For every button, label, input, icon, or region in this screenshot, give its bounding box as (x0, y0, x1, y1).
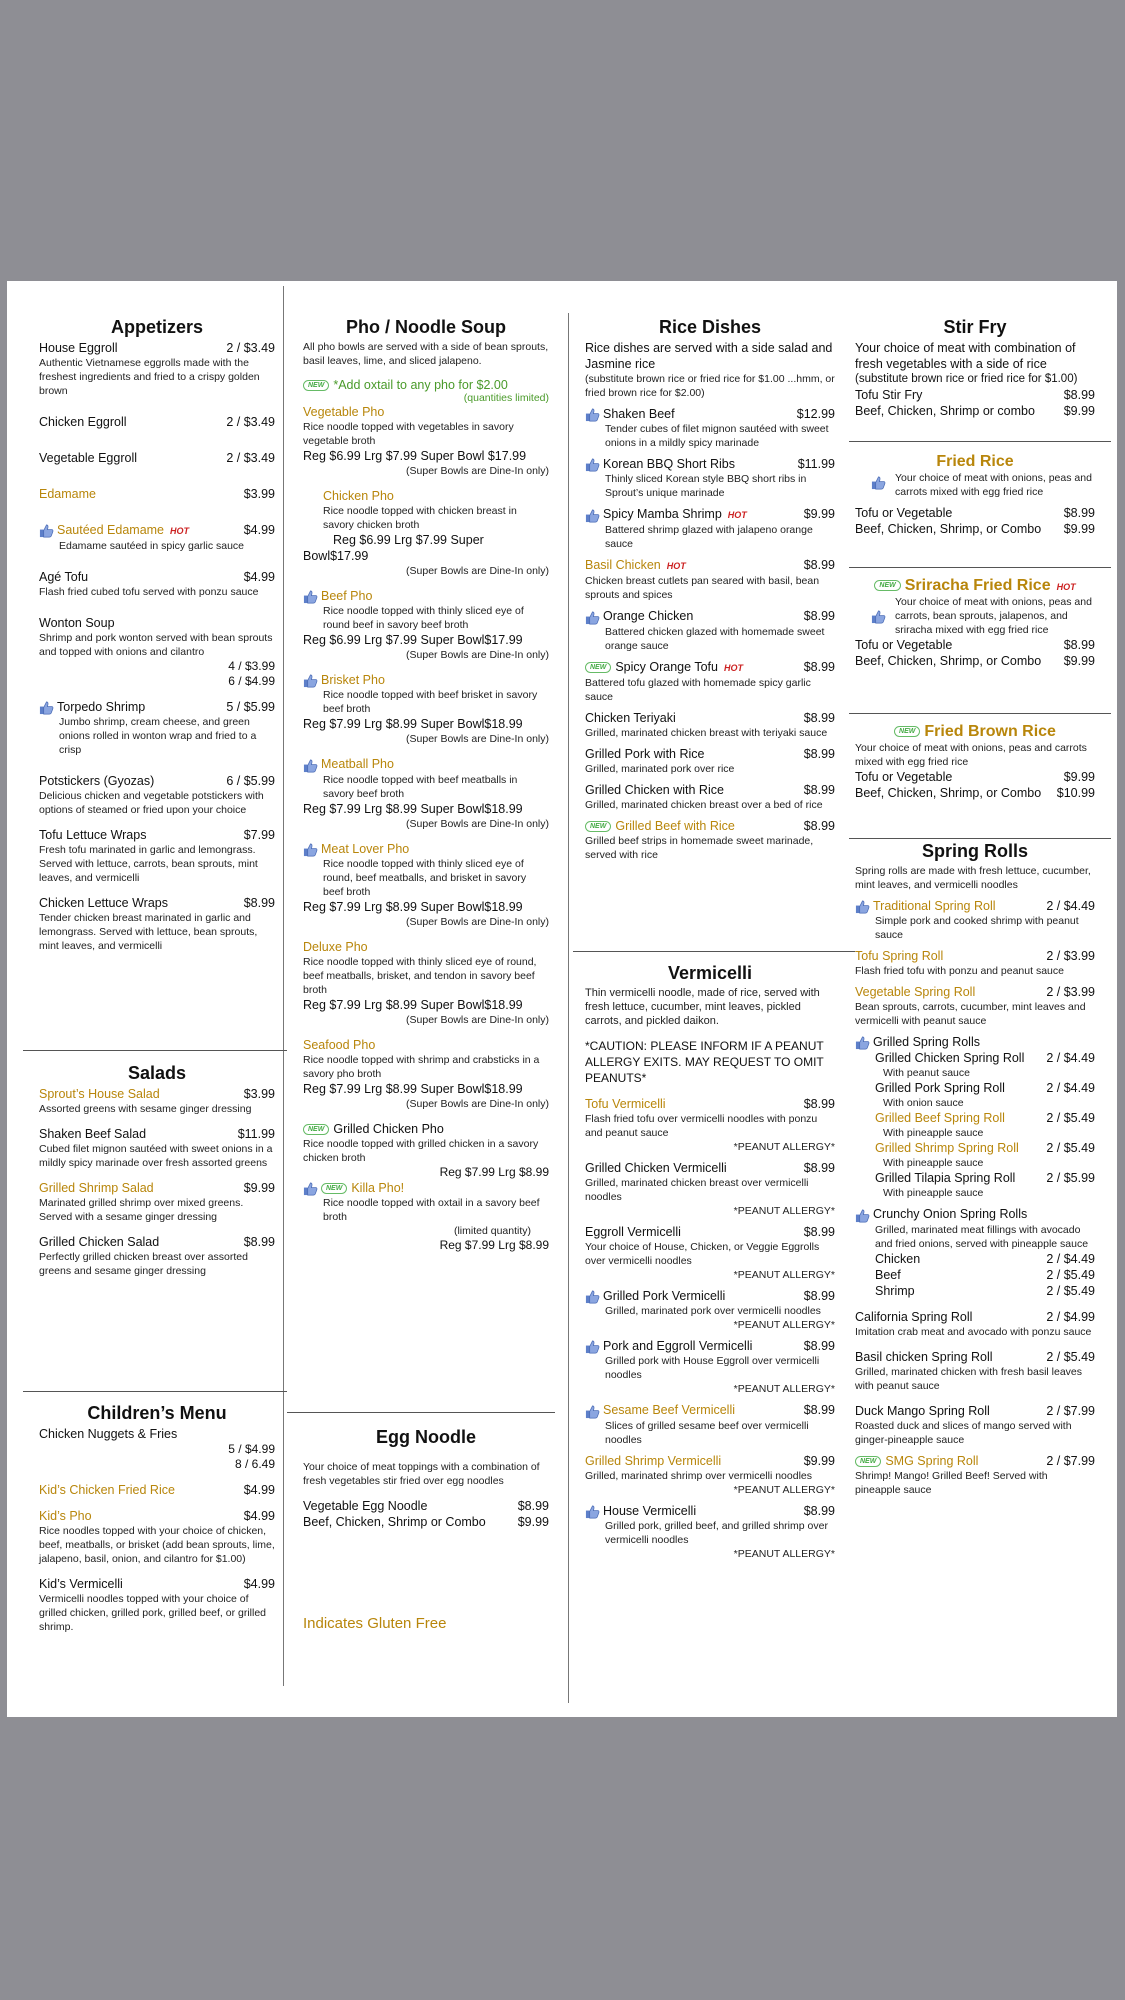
item-desc: Your choice of meat with onions, peas and carrots mixed with egg fried rice (855, 742, 1087, 768)
menu-item: Sprout’s House Salad $3.99 (39, 1087, 275, 1101)
item-desc: Grilled, marinated chicken breast with teriyaki sauce (585, 726, 828, 739)
item-price: 4 / $3.99 (228, 659, 275, 673)
item-desc: Bean sprouts, carrots, cucumber, mint leaves and vermicelli with peanut sauce (855, 1001, 1086, 1028)
item-desc: Delicious chicken and vegetable potstickers with options of steamed or fried upon your choice (39, 790, 264, 817)
menu-item: Vegetable Egg Noodle $8.99 (303, 1499, 549, 1513)
column-4 (855, 317, 1095, 419)
menu-item: Grilled Chicken Salad $8.99 (39, 1235, 275, 1249)
menu-item: Kid’s Vermicelli $4.99 (39, 1577, 275, 1591)
thumbs-up-icon (871, 609, 886, 624)
section-divider (849, 567, 1111, 568)
hot-spicy-icon: HOT (727, 510, 747, 521)
item-desc: Rice noodle topped with oxtail in a savory beef broth (323, 1197, 540, 1224)
vermicelli-section (585, 963, 835, 1561)
menu-item: Tofu or Vegetable $9.99 (855, 770, 1095, 784)
item-price: Reg $7.99 Lrg $8.99 (439, 1164, 549, 1179)
item-desc: Grilled, marinated meat fillings with avocado and fried onions, served with pineapple sauce (875, 1223, 1089, 1250)
item-price: Reg $6.99 Lrg $7.99 Super Bowl$17.99 (303, 633, 523, 648)
menu-item: Beef, Chicken, Shrimp, or Combo $10.99 (855, 786, 1095, 800)
salads-section (39, 1063, 275, 1278)
thumbs-up-icon (303, 758, 318, 773)
super-note: (Super Bowls are Dine-In only) (406, 1013, 549, 1026)
new-badge-icon: NEW (894, 726, 920, 737)
item-desc: Battered shrimp glazed with jalapeno orange sauce (605, 524, 813, 551)
section-divider (849, 838, 1111, 839)
menu-item: Chicken 2 / $4.49 (875, 1251, 1095, 1266)
hot-spicy-icon: HOT (723, 662, 743, 673)
menu-item: Tofu Spring Roll 2 / $3.99 (855, 949, 1095, 964)
item-desc: Simple pork and cooked shrimp with peanut sauce (875, 915, 1079, 942)
item-desc: Your choice of meat with onions, peas and carrots, bean sprouts, jalapenos, and sriracha mixed with egg fried rice (895, 596, 1092, 636)
column-divider (568, 313, 569, 1703)
menu-item: Meat Lover Pho (303, 841, 549, 857)
menu-item: Basil chicken Spring Roll 2 / $5.49 (855, 1349, 1095, 1364)
item-desc: Marinated grilled shrimp over mixed greens. Served with a sesame ginger dressing (39, 1197, 244, 1223)
item-desc: Tender cubes of filet mignon sautéed with sweet onions in a mildly spicy marinade (605, 423, 829, 450)
children-section (39, 1403, 275, 1634)
item-desc: Assorted greens with sesame ginger dressing (39, 1103, 252, 1115)
new-badge-icon: NEW (321, 1183, 347, 1194)
item-price: Reg $7.99 Lrg $8.99 (439, 1238, 549, 1253)
sriracha-section (855, 577, 1095, 669)
menu-item: Tofu Lettuce Wraps $7.99 (39, 828, 275, 843)
item-desc: With peanut sauce (883, 1067, 970, 1080)
allergy-note: *PEANUT ALLERGY* (733, 1383, 835, 1396)
menu-item: Brisket Pho (303, 672, 549, 688)
super-note: (Super Bowls are Dine-In only) (406, 465, 549, 477)
menu-item: Deluxe Pho (303, 939, 368, 954)
allergy-note: *PEANUT ALLERGY* (733, 1205, 835, 1217)
item-desc: Battered tofu glazed with homemade spicy garlic sauce (585, 676, 811, 703)
item-desc: Cubed filet mignon sautéed with sweet onions in a mildly spicy marinade over fresh assorted greens (39, 1143, 273, 1169)
item-desc: With pineapple sauce (883, 1157, 984, 1170)
hot-spicy-icon: HOT (170, 526, 190, 536)
super-note: (Super Bowls are Dine-In only) (406, 565, 549, 577)
item-desc: With onion sauce (883, 1097, 964, 1110)
item-desc: Perfectly grilled chicken breast over assorted greens and sesame ginger dressing (39, 1251, 248, 1277)
thumbs-up-icon (585, 1504, 600, 1519)
menu-item: Grilled Chicken with Rice $8.99 (585, 782, 835, 797)
menu-item: Eggroll Vermicelli $8.99 (585, 1225, 835, 1239)
menu-item: Grilled Spring Rolls (855, 1034, 1095, 1050)
menu-item: Duck Mango Spring Roll 2 / $7.99 (855, 1403, 1095, 1418)
item-price: Reg $6.99 Lrg $7.99 Super (333, 533, 484, 547)
item-desc: Rice noodles topped with your choice of chicken, beef, meatballs, or brisket (add bean sprouts, lime, jalapeno, basil, onion, and cilantro for $1.00) (39, 1525, 275, 1565)
item-desc: Shrimp! Mango! Grilled Beef! Served with pineapple sauce (855, 1469, 1048, 1496)
item-desc: Tender chicken breast marinated in garlic and lemongrass. Served with lettuce, bean sprouts, mint leaves, and vermicelli (39, 912, 258, 953)
menu-item: House Vermicelli $8.99 (585, 1503, 835, 1519)
allergy-note: *PEANUT ALLERGY* (733, 1141, 835, 1153)
item-desc: With pineapple sauce (883, 1127, 984, 1140)
item-desc: Grilled pork, grilled beef, and grilled shrimp over vermicelli noodles (605, 1519, 828, 1546)
thumbs-up-icon (585, 1339, 600, 1354)
brown-rice-title: NEW Fried Brown Rice (855, 723, 1095, 741)
gluten-free-legend: Indicates Gluten Free (303, 1615, 447, 1632)
menu-item: Chicken Eggroll 2 / $3.49 (39, 415, 275, 429)
item-desc: Your choice of meat with onions, peas and carrots mixed with egg fried rice (895, 472, 1092, 498)
item-desc: Rice noodle topped with beef brisket in savory beef broth (323, 689, 538, 716)
item-price: Bowl$17.99 (303, 549, 369, 563)
item-desc: Vermicelli noodles topped with your choice of grilled chicken, grilled pork, grilled beef, or grilled shrimp. (39, 1593, 267, 1633)
item-price: Reg $7.99 Lrg $8.99 Super Bowl$18.99 (303, 801, 523, 816)
menu-item: Korean BBQ Short Ribs $11.99 (585, 456, 835, 472)
thumbs-up-icon (303, 1181, 318, 1196)
section-divider (287, 1412, 555, 1413)
menu-page (7, 281, 1117, 1717)
menu-item: Beef Pho (303, 588, 549, 604)
menu-item: Wonton Soup (39, 616, 115, 630)
super-note: (Super Bowls are Dine-In only) (406, 817, 549, 830)
thumbs-up-icon (585, 1289, 600, 1304)
item-desc: Fresh tofu marinated in garlic and lemongrass. Served with lettuce, carrots, bean sprouts, mint leaves, and vermicelli (39, 844, 258, 885)
brown-rice-section (855, 723, 1095, 801)
menu-item: Tofu Stir Fry $8.99 (855, 388, 1095, 402)
item-desc: Grilled, marinated chicken breast over vermicelli noodles (585, 1177, 809, 1203)
section-intro: Spring rolls are made with fresh lettuce, cucumber, mint leaves, and vermicelli noodles (855, 865, 1091, 891)
column-1 (39, 317, 275, 953)
new-badge-icon: NEW (303, 380, 329, 391)
menu-item: Meatball Pho (303, 756, 549, 772)
pho-title: Pho / Noodle Soup (346, 317, 506, 337)
menu-item: Edamame $3.99 (39, 487, 275, 501)
column-3 (585, 317, 835, 862)
menu-item: NEW SMG Spring Roll 2 / $7.99 (855, 1453, 1095, 1469)
thumbs-up-icon (855, 1035, 870, 1050)
fried-rice-section (855, 453, 1095, 537)
thumbs-up-icon (585, 508, 600, 523)
item-price: Reg $7.99 Lrg $8.99 Super Bowl$18.99 (303, 1081, 523, 1096)
sriracha-desc-row (855, 595, 1095, 637)
limited-note: (limited quantity) (453, 1225, 531, 1238)
item-price: Reg $7.99 Lrg $8.99 Super Bowl$18.99 (303, 899, 523, 914)
thumbs-up-icon (855, 899, 870, 914)
menu-item: Chicken Lettuce Wraps $8.99 (39, 896, 275, 911)
new-badge-icon: NEW (855, 1456, 881, 1467)
item-desc: Imitation crab meat and avocado with ponzu sauce (855, 1325, 1092, 1338)
appetizers-title: Appetizers (110, 317, 204, 337)
thumbs-up-icon (303, 842, 318, 857)
thumbs-up-icon (585, 1404, 600, 1419)
item-desc: Grilled, marinated chicken with fresh basil leaves with peanut sauce (855, 1365, 1083, 1392)
menu-item: Grilled Chicken Spring Roll 2 / $4.49 (875, 1051, 1095, 1066)
menu-item: Beef, Chicken, Shrimp or combo $9.99 (855, 404, 1095, 418)
menu-item: Sesame Beef Vermicelli $8.99 (585, 1402, 835, 1418)
item-desc: Rice noodle topped with beef meatballs in savory beef broth (323, 773, 518, 800)
section-divider (573, 951, 855, 952)
super-note: (Super Bowls are Dine-In only) (406, 915, 549, 928)
menu-item: Beef 2 / $5.49 (875, 1267, 1095, 1282)
menu-item: Vegetable Pho (303, 405, 385, 419)
super-note: (Super Bowls are Dine-In only) (406, 733, 549, 746)
menu-item: Tofu or Vegetable $8.99 (855, 506, 1095, 520)
item-desc: Rice noodle topped with chicken breast in savory chicken broth (323, 505, 517, 531)
menu-item: Torpedo Shrimp 5 / $5.99 (39, 699, 275, 715)
item-desc: Rice noodle topped with vegetables in savory vegetable broth (303, 421, 514, 447)
thumbs-up-icon (585, 407, 600, 422)
menu-item: California Spring Roll 2 / $4.99 (855, 1309, 1095, 1324)
spring-rolls-title: Spring Rolls (921, 841, 1028, 861)
stir-fry-title: Stir Fry (943, 317, 1007, 337)
item-desc: Battered chicken glazed with homemade sweet orange sauce (605, 625, 825, 652)
menu-item: Grilled Shrimp Salad $9.99 (39, 1181, 275, 1195)
salads-title: Salads (127, 1063, 187, 1083)
item-desc: Rice noodle topped with shrimp and crabsticks in a savory pho broth (303, 1053, 540, 1080)
menu-item: Vegetable Eggroll 2 / $3.49 (39, 451, 275, 465)
menu-item: Beef, Chicken, Shrimp, or Combo $9.99 (855, 654, 1095, 668)
new-badge-icon: NEW (585, 662, 611, 673)
menu-item: Agé Tofu $4.99 (39, 570, 275, 584)
menu-item: Shaken Beef Salad $11.99 (39, 1127, 275, 1141)
oxtail-note: NEW *Add oxtail to any pho for $2.00 (303, 378, 549, 392)
vermicelli-title: Vermicelli (667, 963, 753, 983)
section-intro: Your choice of meat toppings with a combination of fresh vegetables stir fried over egg noodles (303, 1461, 540, 1487)
item-desc: Flash fried tofu with ponzu and peanut sauce (855, 965, 1064, 978)
menu-item: Vegetable Spring Roll 2 / $3.99 (855, 985, 1095, 1000)
section-sub: (substitute brown rice or fried rice for $1.00 ...hmm, or fried brown rice for $2.00) (585, 373, 835, 399)
fried-rice-desc-row (855, 471, 1095, 499)
new-badge-icon: NEW (585, 821, 611, 832)
item-desc: Grilled, marinated pork over rice (585, 762, 735, 775)
section-intro: Your choice of meat with combination of fresh vegetables with a side of rice (855, 341, 1076, 371)
menu-item: Sautéed Edamame HOT $4.99 (39, 522, 275, 539)
super-note: (Super Bowls are Dine-In only) (406, 649, 549, 662)
menu-item: Grilled Chicken Vermicelli $8.99 (585, 1161, 835, 1175)
item-desc: Grilled beef strips in homemade sweet marinade, served with rice (585, 834, 814, 861)
section-sub: (substitute brown rice or fried rice for $1.00) (855, 373, 1078, 385)
item-desc: Thinly sliced Korean style BBQ short ribs in Sprout’s unique marinade (605, 473, 807, 500)
section-divider (23, 1391, 287, 1392)
section-intro: Rice dishes are served with a side salad and Jasmine rice (585, 341, 833, 371)
thumbs-up-icon (871, 475, 886, 490)
menu-item: Chicken Nuggets & Fries (39, 1427, 178, 1441)
item-desc: Slices of grilled sesame beef over vermicelli noodles (605, 1419, 809, 1446)
allergy-note: *PEANUT ALLERGY* (733, 1319, 835, 1332)
thumbs-up-icon (585, 610, 600, 625)
thumbs-up-icon (303, 589, 318, 604)
menu-item: Tofu Vermicelli $8.99 (585, 1097, 835, 1111)
menu-item: Grilled Shrimp Spring Roll 2 / $5.49 (875, 1141, 1095, 1156)
menu-item: Chicken Teriyaki $8.99 (585, 710, 835, 725)
item-price: 6 / $4.99 (228, 674, 275, 688)
menu-item: Pork and Eggroll Vermicelli $8.99 (585, 1338, 835, 1354)
menu-item: Grilled Pork Vermicelli $8.99 (585, 1288, 835, 1304)
menu-item: Shaken Beef $12.99 (585, 406, 835, 422)
menu-item: House Eggroll 2 / $3.49 (39, 341, 275, 355)
column-divider (283, 286, 284, 1686)
item-desc: Flash fried tofu over vermicelli noodles with ponzu and peanut sauce (585, 1113, 818, 1139)
menu-item: Chicken Pho (323, 489, 394, 503)
menu-item: Grilled Tilapia Spring Roll 2 / $5.99 (875, 1171, 1095, 1186)
item-desc: Flash fried cubed tofu served with ponzu sauce (39, 586, 259, 598)
item-desc: With pineapple sauce (883, 1187, 984, 1200)
item-desc: Roasted duck and slices of mango served with ginger-pineapple sauce (855, 1419, 1072, 1446)
item-desc: Grilled, marinated chicken breast over a bed of rice (585, 798, 823, 811)
hot-spicy-icon: HOT (1056, 582, 1076, 592)
item-price: Reg $7.99 Lrg $8.99 Super Bowl$18.99 (303, 997, 523, 1012)
menu-item: NEW Spicy Orange Tofu HOT $8.99 (585, 659, 835, 676)
menu-item: Tofu or Vegetable $8.99 (855, 638, 1095, 652)
menu-item: Grilled Pork with Rice $8.99 (585, 746, 835, 761)
item-desc: Shrimp and pork wonton served with bean sprouts and topped with onions and cilantro (39, 632, 273, 658)
item-desc: Authentic Vietnamese eggrolls made with the freshest ingredients and fried to a crispy golden brown (39, 357, 260, 397)
peanut-caution: *CAUTION: PLEASE INFORM IF A PEANUT ALLERGY EXITS. MAY REQUEST TO OMIT PEANUTS* (585, 1039, 824, 1085)
allergy-note: *PEANUT ALLERGY* (733, 1269, 835, 1281)
menu-item: Grilled Beef Spring Roll 2 / $5.49 (875, 1111, 1095, 1126)
thumbs-up-icon (39, 700, 54, 715)
item-desc: Rice noodle topped with grilled chicken in a savory chicken broth (303, 1137, 539, 1164)
menu-item: Beef, Chicken, Shrimp, or Combo $9.99 (855, 522, 1095, 536)
item-desc: Rice noodle topped with thinly sliced eye of round beef in savory beef broth (323, 605, 524, 632)
item-price: Reg $7.99 Lrg $8.99 Super Bowl$18.99 (303, 717, 523, 732)
rice-title: Rice Dishes (658, 317, 762, 337)
menu-item: NEW Grilled Chicken Pho (303, 1121, 549, 1137)
spring-rolls-section (855, 841, 1095, 1497)
menu-item: Grilled Pork Spring Roll 2 / $4.49 (875, 1081, 1095, 1096)
thumbs-up-icon (585, 457, 600, 472)
menu-item: Basil Chicken HOT $8.99 (585, 558, 835, 573)
item-price: Reg $6.99 Lrg $7.99 Super Bowl $17.99 (303, 449, 527, 463)
super-note: (Super Bowls are Dine-In only) (406, 1097, 549, 1110)
menu-item: Grilled Shrimp Vermicelli $9.99 (585, 1453, 835, 1468)
thumbs-up-icon (303, 673, 318, 688)
thumbs-up-icon (39, 523, 54, 538)
new-badge-icon: NEW (303, 1124, 329, 1135)
menu-item: Orange Chicken $8.99 (585, 608, 835, 624)
section-divider (23, 1050, 287, 1051)
menu-item: Beef, Chicken, Shrimp or Combo $9.99 (303, 1515, 549, 1529)
oxtail-limited: (quantities limited) (463, 392, 549, 404)
item-price: 8 / 6.49 (234, 1457, 275, 1471)
thumbs-up-icon (855, 1208, 870, 1223)
menu-item: Potstickers (Gyozas) 6 / $5.99 (39, 774, 275, 789)
item-desc: Grilled, marinated shrimp over vermicelli noodles (585, 1469, 813, 1482)
allergy-note: *PEANUT ALLERGY* (733, 1483, 835, 1496)
new-badge-icon: NEW (874, 580, 900, 591)
menu-item: Seafood Pho (303, 1037, 376, 1052)
children-title: Children’s Menu (87, 1403, 227, 1423)
item-desc: Your choice of House, Chicken, or Veggie Eggrolls over vermicelli noodles (585, 1241, 820, 1267)
item-desc: Edamame sautéed in spicy garlic sauce (59, 540, 245, 552)
hot-spicy-icon: HOT (666, 561, 686, 572)
item-desc: Jumbo shrimp, cream cheese, and green onions rolled in wonton wrap and fried to a crisp (59, 716, 257, 757)
column-2 (303, 317, 549, 1253)
item-desc: Grilled pork with House Eggroll over vermicelli noodles (605, 1355, 820, 1382)
menu-item: Kid’s Pho $4.99 (39, 1509, 275, 1523)
sriracha-title: NEW Sriracha Fried Rice HOT (855, 577, 1095, 595)
menu-item: Kid’s Chicken Fried Rice $4.99 (39, 1483, 275, 1497)
fried-rice-title: Fried Rice (936, 453, 1014, 470)
section-divider (849, 713, 1111, 714)
egg-noodle-title: Egg Noodle (376, 1427, 476, 1447)
egg-noodle-section (303, 1427, 549, 1632)
menu-item: NEW Grilled Beef with Rice $8.99 (585, 818, 835, 834)
item-desc: Grilled, marinated pork over vermicelli noodles (605, 1305, 821, 1318)
item-desc: Rice noodle topped with thinly sliced eye of round, beef meatballs, and brisket in savory beef broth (323, 857, 527, 898)
section-intro: All pho bowls are served with a side of bean sprouts, basil leaves, lime, and sliced jalapeno. (303, 341, 549, 367)
item-desc: Chicken breast cutlets pan seared with basil, bean sprouts and spices (585, 575, 820, 602)
menu-item: Spicy Mamba Shrimp HOT $9.99 (585, 506, 835, 523)
section-divider (849, 441, 1111, 442)
menu-item: NEW Killa Pho! (303, 1180, 549, 1196)
menu-item: Crunchy Onion Spring Rolls (855, 1206, 1095, 1222)
section-intro: Thin vermicelli noodle, made of rice, served with fresh lettuce, cucumber, mint leaves, pickled carrots, and pickled daikon. (585, 987, 820, 1027)
menu-item: Traditional Spring Roll 2 / $4.49 (855, 898, 1095, 914)
allergy-note: *PEANUT ALLERGY* (733, 1547, 835, 1560)
menu-item: Shrimp 2 / $5.49 (875, 1283, 1095, 1298)
item-price: 5 / $4.99 (228, 1442, 275, 1456)
item-desc: Rice noodle topped with thinly sliced eye of round, beef meatballs, brisket, and tendon in savory beef broth (303, 955, 537, 996)
